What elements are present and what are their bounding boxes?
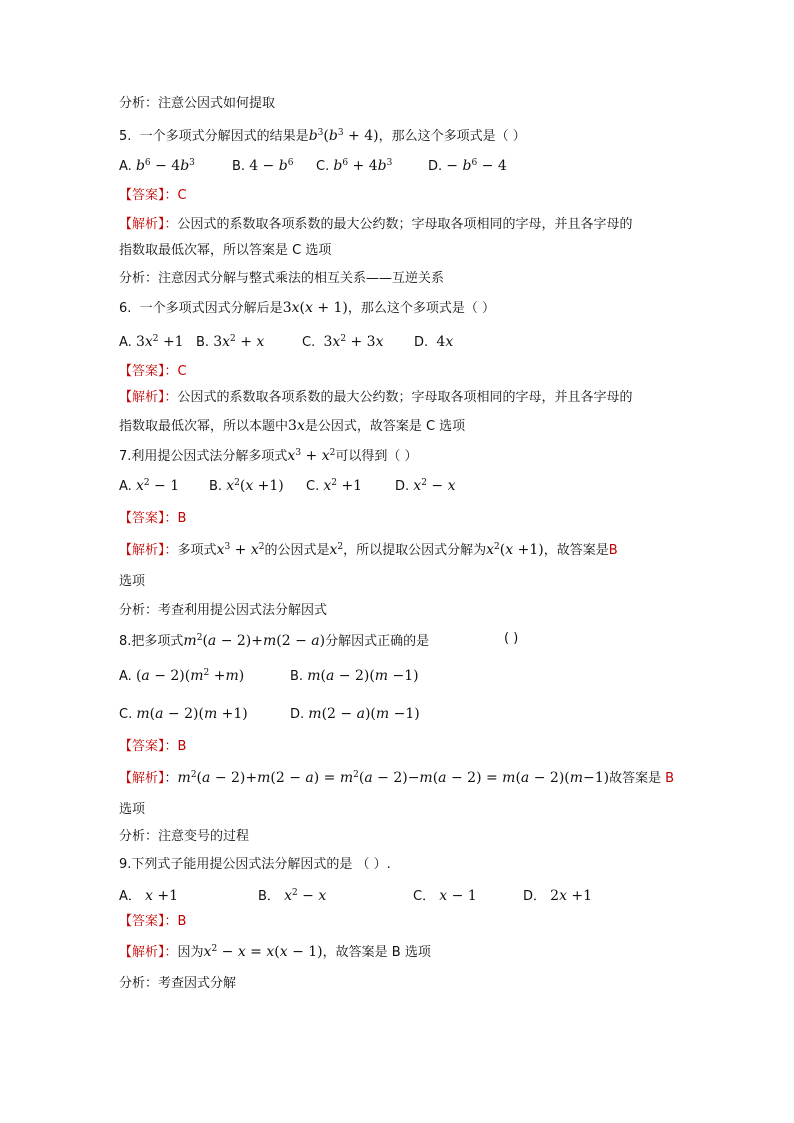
q5-explanation-line-1: 【解析】：公因式的系数取各项系数的最大公约数；字母取各项相同的字母，并且各字母的	[119, 217, 633, 232]
q9-analysis: 分析：考查因式分解	[119, 976, 237, 991]
q9-option-c: C． x − 1	[413, 888, 477, 904]
q6-option-b: B. $3x^2 + x$	[196, 334, 265, 350]
q8-option-b: B. m(a − 2)(m −1)	[290, 668, 419, 684]
question-8-stem: 8.把多项式$m^2(a - 2)+m(2 - a)$分解因式正确的是	[119, 633, 430, 649]
q7-answer: 【答案】：B	[119, 511, 187, 526]
q7-explanation-line-1: 【解析】：多项式$x^3 + x^2$的公因式是$x^2$，所以提取公因式分解为$x^2(x +1)$，故答案是B	[119, 542, 618, 558]
q5-answer: 【答案】：C	[119, 188, 187, 203]
q9-explanation: 【解析】：因为$x^2 - x = x(x - 1)$，故答案是 B 选项	[119, 944, 431, 960]
q5-option-d: D. − $b^6 - 4$	[428, 158, 507, 174]
q7-option-b: B. $x^2(x +1)$	[209, 478, 284, 494]
q5-option-c: C. $b^6 + 4b^3$	[316, 158, 393, 174]
q6-option-a: A. $3x^2 +1$	[119, 334, 184, 350]
q6-explanation-line-1: 【解析】：公因式的系数取各项系数的最大公约数；字母取各项相同的字母，并且各字母的	[119, 390, 633, 405]
q8-answer-paren: ( )	[504, 631, 519, 646]
q8-analysis: 分析：注意变号的过程	[119, 829, 250, 844]
q5-result-expression: $b^3(b^3 + 4)$	[308, 128, 379, 144]
q9-option-a: A． x +1	[119, 888, 179, 904]
q7-analysis: 分析：考查利用提公因式法分解因式	[119, 603, 328, 618]
q8-option-c: C. m(a − 2)(m +1)	[119, 706, 248, 722]
q7-explanation-line-2: 选项	[119, 574, 146, 589]
q8-explanation-line-1: 【解析】：$m^2(a - 2)+m(2 - a) = m^2(a - 2)-m(a - 2) = m(a - 2)(m-1)$故答案是 B	[119, 770, 675, 786]
q5-option-a: A. $b^6 - 4b^3$	[119, 158, 195, 174]
q8-explanation-line-2: 选项	[119, 802, 146, 817]
question-5-stem: 5. 一个多项式分解因式的结果是$b^3(b^3 + 4)$，那么这个多项式是（ ）	[119, 128, 526, 144]
q7-option-a: A. $x^2 - 1$	[119, 478, 180, 494]
q6-option-c: C. $3x^2 + 3x$	[302, 334, 384, 350]
q8-answer: 【答案】：B	[119, 739, 187, 754]
q7-option-c: C. $x^2 +1$	[306, 478, 363, 494]
q9-option-b: B． $x^2 - x$	[258, 888, 327, 904]
q5-analysis: 分析：注意因式分解与整式乘法的相互关系——互逆关系	[119, 271, 445, 286]
q9-option-d: D． 2x +1	[523, 888, 593, 904]
question-6-stem: 6. 一个多项式因式分解后是3x(x + 1)，那么这个多项式是（ ）	[119, 300, 496, 316]
q6-answer: 【答案】：C	[119, 364, 187, 379]
q6-option-d: D. 4x	[414, 334, 454, 350]
q8-option-d: D. m(2 − a)(m −1)	[290, 706, 420, 722]
q5-option-b: B. $4 - b^6$	[232, 158, 294, 174]
q9-answer: 【答案】：B	[119, 914, 187, 929]
q8-option-a: A. $(a - 2)(m^2 +m)$	[119, 668, 245, 684]
question-9-stem: 9.下列式子能用提公因式法分解因式的是 （ ）.	[119, 857, 391, 872]
analysis-text: 注意公因式如何提取	[158, 96, 276, 111]
analysis-line-q4	[119, 94, 275, 114]
analysis-label: 分析：	[119, 96, 159, 111]
q6-explanation-line-2: 指数取最低次幂，所以本题中3x是公因式，故答案是 C 选项	[119, 418, 466, 434]
q5-explanation-line-2: 指数取最低次幂，所以答案是 C 选项	[119, 243, 332, 258]
q7-option-d: D. $x^2 - x$	[395, 478, 456, 494]
question-7-stem: 7.利用提公因式法分解多项式$x^3 + x^2$可以得到（ ）	[119, 448, 418, 464]
